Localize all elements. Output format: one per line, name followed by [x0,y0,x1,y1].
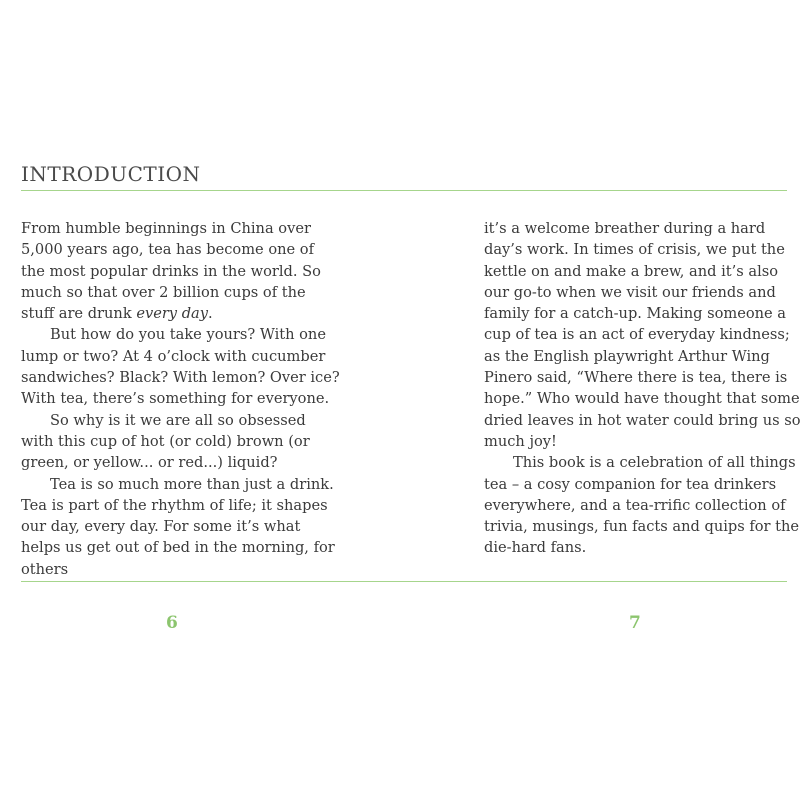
page-number-left: 6 [166,613,178,633]
chapter-heading: INTRODUCTION [21,162,201,186]
paragraph: So why is it we are all so obsessed with this cup of hot (or cold) brown (or green, or yellow... or red...) liquid? [21,411,310,472]
paragraph [21,218,341,324]
left-page-column [21,218,341,580]
footer-divider [21,581,787,582]
paragraph: But how do you take yours? With one lump or two? At 4 o’clock with cucumber sandwiches? Black? With lemon? Over ice? With tea, there’s something for everyone. [21,326,340,408]
paragraph-text: From humble beginnings in China over 5,000 years ago, tea has become one of the most popular drinks in the world. So much so that over 2 billion cups of the stuff are drunk [21,220,321,323]
right-page-column [484,218,800,559]
page-number-right: 7 [629,613,641,633]
heading-divider [21,190,787,191]
paragraph-text: . [207,305,213,323]
emphasis-text: every day [136,305,208,323]
paragraph: This book is a celebration of all things tea – a cosy companion for tea drinkers everywhere, and a tea-rrific collection of trivia, musings, fun facts and quips for the die-hard fans. [484,454,800,557]
paragraph: Tea is so much more than just a drink. Tea is part of the rhythm of life; it shapes our day, every day. For some it’s what helps us get out of bed in the morning, for others [21,475,335,578]
paragraph: it’s a welcome breather during a hard day’s work. In times of crisis, we put the kettle on and make a brew, and it’s also our go-to when we visit our friends and family for a catch-up. Making someone a cup of tea is an act of everyday kindness; as the English playwright Arthur Wing Pinero said, “Where there is tea, there is hope.” Who would have thought that some dried leaves in hot water could bring us so much joy! [484,220,800,450]
